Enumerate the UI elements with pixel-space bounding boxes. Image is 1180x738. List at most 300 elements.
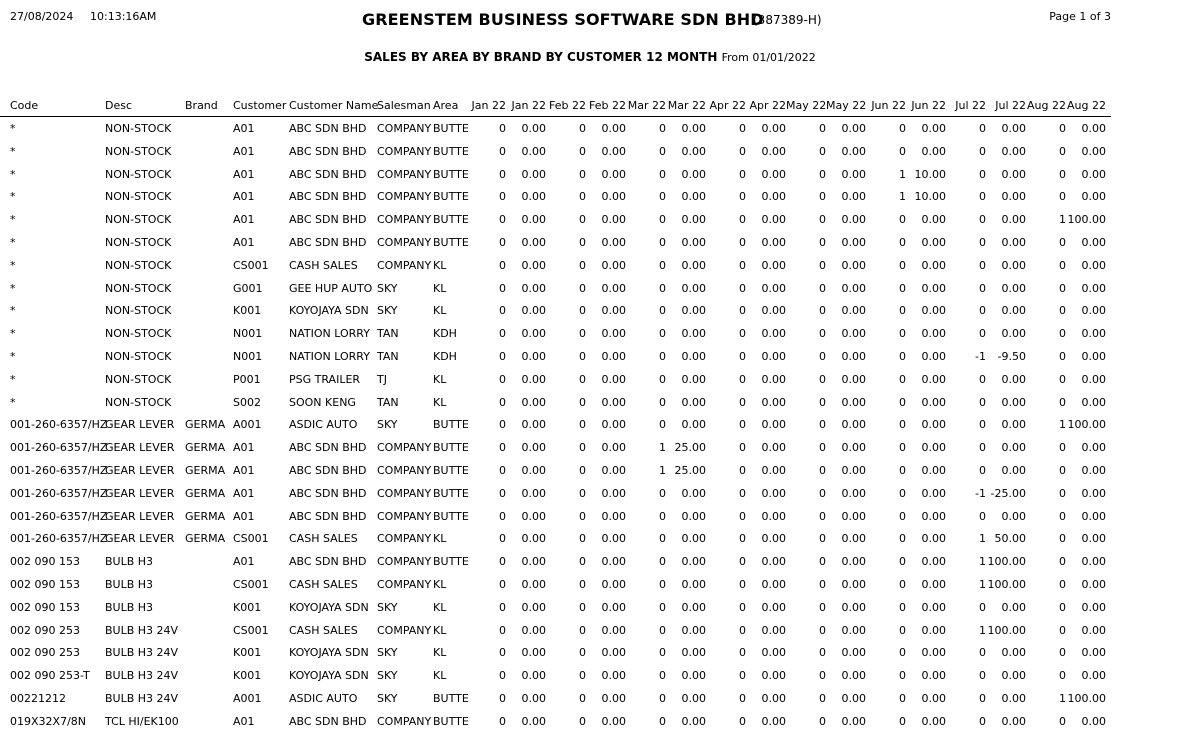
cell-qty: 1 <box>659 463 666 477</box>
cell-customer-name: ABC SDN BHD <box>289 486 367 500</box>
cell-salesman: TJ <box>377 372 387 386</box>
cell-qty: 0 <box>659 304 666 318</box>
cell-customer: A01 <box>233 144 255 158</box>
cell-desc: NON-STOCK <box>105 327 172 341</box>
cell-qty: 0 <box>499 213 506 227</box>
cell-code: * <box>10 258 16 272</box>
cell-qty: 0 <box>739 349 746 363</box>
print-date: 27/08/2024 <box>10 10 74 23</box>
cell-customer: CS001 <box>233 577 269 591</box>
cell-qty: 0 <box>819 646 826 660</box>
cell-amount: 0.00 <box>521 304 546 318</box>
cell-qty: 0 <box>499 190 506 204</box>
cell-qty: 0 <box>579 532 586 546</box>
cell-qty: 0 <box>579 714 586 728</box>
cell-qty: 0 <box>1059 304 1066 318</box>
cell-amount: 0.00 <box>1081 190 1106 204</box>
cell-qty: 0 <box>819 372 826 386</box>
col-header-desc: Desc <box>105 99 133 112</box>
cell-amount: 0.00 <box>1001 213 1026 227</box>
col-header-salesman: Salesman <box>377 99 431 112</box>
cell-code: * <box>10 144 16 158</box>
cell-qty: 0 <box>579 486 586 500</box>
cell-salesman: SKY <box>377 281 398 295</box>
cell-qty: 0 <box>899 463 906 477</box>
cell-customer: K001 <box>233 304 262 318</box>
cell-qty: 0 <box>739 532 746 546</box>
cell-qty: 0 <box>899 395 906 409</box>
cell-qty: 0 <box>659 577 666 591</box>
cell-customer: A01 <box>233 235 255 249</box>
cell-amount: 0.00 <box>761 577 786 591</box>
cell-qty: 0 <box>579 463 586 477</box>
cell-qty: 0 <box>1059 122 1066 135</box>
cell-amount: 0.00 <box>521 646 546 660</box>
cell-amount: 0.00 <box>601 577 626 591</box>
cell-qty: 0 <box>979 691 986 705</box>
table-row <box>0 505 1111 528</box>
cell-qty: 0 <box>499 144 506 158</box>
cell-amount: 0.00 <box>521 486 546 500</box>
cell-qty: 0 <box>819 691 826 705</box>
cell-customer: A01 <box>233 714 255 728</box>
cell-qty: 0 <box>979 190 986 204</box>
cell-customer: A01 <box>233 213 255 227</box>
cell-amount: 0.00 <box>681 600 706 614</box>
cell-brand: GERMA <box>185 441 226 455</box>
cell-qty: 0 <box>579 555 586 569</box>
cell-code: 002 090 153 <box>10 577 80 591</box>
cell-amount: 0.00 <box>761 600 786 614</box>
cell-customer-name: ABC SDN BHD <box>289 235 367 249</box>
cell-qty: 0 <box>979 144 986 158</box>
cell-customer: A01 <box>233 190 255 204</box>
cell-code: * <box>10 327 16 341</box>
cell-qty: 0 <box>739 577 746 591</box>
cell-amount: 0.00 <box>601 235 626 249</box>
cell-amount: -25.00 <box>990 486 1026 500</box>
cell-customer: A01 <box>233 486 255 500</box>
cell-amount: 0.00 <box>681 691 706 705</box>
col-header-month: Jun 22 <box>911 99 946 112</box>
cell-qty: 0 <box>979 213 986 227</box>
cell-amount: 0.00 <box>681 304 706 318</box>
cell-qty: 0 <box>819 327 826 341</box>
cell-qty: 0 <box>739 463 746 477</box>
cell-salesman: TAN <box>377 395 399 409</box>
cell-amount: 0.00 <box>841 190 866 204</box>
cell-salesman: SKY <box>377 600 398 614</box>
cell-qty: 0 <box>899 281 906 295</box>
cell-qty: 0 <box>819 532 826 546</box>
cell-code: * <box>10 281 16 295</box>
cell-amount: 0.00 <box>761 555 786 569</box>
cell-amount: 0.00 <box>761 122 786 135</box>
cell-qty: 0 <box>819 122 826 135</box>
cell-desc: BULB H3 24V <box>105 691 179 705</box>
cell-qty: 0 <box>739 669 746 683</box>
cell-qty: 0 <box>1059 600 1066 614</box>
cell-amount: 0.00 <box>601 555 626 569</box>
cell-salesman: COMPANY <box>377 122 432 135</box>
cell-customer: K001 <box>233 646 262 660</box>
cell-customer-name: ABC SDN BHD <box>289 122 367 135</box>
cell-salesman: COMPANY <box>377 532 432 546</box>
cell-salesman: COMPANY <box>377 555 432 569</box>
cell-qty: 0 <box>1059 486 1066 500</box>
cell-qty: 1 <box>899 190 906 204</box>
cell-qty: 0 <box>499 441 506 455</box>
cell-qty: 0 <box>1059 509 1066 523</box>
cell-amount: 0.00 <box>601 395 626 409</box>
cell-qty: 0 <box>499 646 506 660</box>
cell-customer-name: ABC SDN BHD <box>289 509 367 523</box>
cell-amount: 0.00 <box>681 555 706 569</box>
cell-amount: 0.00 <box>601 418 626 432</box>
cell-amount: 0.00 <box>841 577 866 591</box>
cell-qty: 0 <box>499 600 506 614</box>
cell-salesman: TAN <box>377 349 399 363</box>
cell-customer: N001 <box>233 349 263 363</box>
cell-qty: 0 <box>579 395 586 409</box>
cell-code: * <box>10 349 16 363</box>
cell-salesman: COMPANY <box>377 441 432 455</box>
cell-qty: 0 <box>819 167 826 181</box>
table-row <box>0 140 1111 163</box>
cell-desc: NON-STOCK <box>105 144 172 158</box>
cell-amount: 0.00 <box>521 122 546 135</box>
cell-amount: 0.00 <box>1001 669 1026 683</box>
table-row <box>0 299 1111 322</box>
cell-qty: 0 <box>819 304 826 318</box>
cell-desc: GEAR LEVER <box>105 463 175 477</box>
cell-customer-name: KOYOJAYA SDN <box>289 304 369 318</box>
cell-amount: 0.00 <box>841 235 866 249</box>
cell-code: 001-260-6357/HZ <box>10 509 108 523</box>
table-row <box>0 163 1111 186</box>
cell-amount: 0.00 <box>841 669 866 683</box>
cell-amount: 0.00 <box>681 122 706 135</box>
cell-qty: 0 <box>899 691 906 705</box>
cell-area: BUTTE <box>433 486 469 500</box>
cell-qty: 0 <box>739 714 746 728</box>
cell-amount: 0.00 <box>521 327 546 341</box>
cell-code: 00221212 <box>10 691 66 705</box>
cell-salesman: SKY <box>377 304 398 318</box>
col-header-customer-name: Customer Name <box>289 99 379 112</box>
cell-amount: 0.00 <box>1001 418 1026 432</box>
cell-qty: 0 <box>499 532 506 546</box>
cell-amount: 0.00 <box>841 122 866 135</box>
cell-amount: 0.00 <box>841 532 866 546</box>
cell-customer-name: NATION LORRY <box>289 349 370 363</box>
col-header-month: Jul 22 <box>955 99 986 112</box>
cell-qty: 0 <box>1059 167 1066 181</box>
cell-amount: 0.00 <box>841 486 866 500</box>
cell-amount: 0.00 <box>1081 372 1106 386</box>
cell-amount: 0.00 <box>761 349 786 363</box>
cell-desc: NON-STOCK <box>105 190 172 204</box>
cell-qty: 1 <box>1059 691 1066 705</box>
cell-amount: 0.00 <box>761 714 786 728</box>
cell-qty: 0 <box>899 669 906 683</box>
cell-qty: 0 <box>979 463 986 477</box>
cell-qty: 0 <box>899 441 906 455</box>
cell-qty: 0 <box>979 669 986 683</box>
cell-qty: 0 <box>739 646 746 660</box>
cell-amount: 0.00 <box>921 623 946 637</box>
cell-qty: 0 <box>579 281 586 295</box>
cell-amount: 0.00 <box>1001 327 1026 341</box>
cell-qty: 0 <box>1059 235 1066 249</box>
cell-amount: 0.00 <box>521 144 546 158</box>
cell-code: * <box>10 395 16 409</box>
cell-amount: 0.00 <box>1001 646 1026 660</box>
cell-amount: 0.00 <box>921 281 946 295</box>
cell-amount: 0.00 <box>521 577 546 591</box>
cell-area: KL <box>433 304 447 318</box>
cell-desc: GEAR LEVER <box>105 486 175 500</box>
cell-qty: 0 <box>979 235 986 249</box>
cell-amount: 0.00 <box>1081 167 1106 181</box>
table-row <box>0 231 1111 254</box>
cell-amount: 0.00 <box>601 714 626 728</box>
cell-qty: 0 <box>659 600 666 614</box>
cell-qty: 0 <box>899 623 906 637</box>
cell-amount: 0.00 <box>761 509 786 523</box>
cell-qty: 0 <box>819 623 826 637</box>
cell-desc: GEAR LEVER <box>105 418 175 432</box>
cell-qty: 0 <box>579 372 586 386</box>
cell-qty: 0 <box>579 600 586 614</box>
cell-amount: 0.00 <box>601 144 626 158</box>
cell-area: KDH <box>433 349 457 363</box>
cell-amount: 0.00 <box>921 144 946 158</box>
cell-amount: 0.00 <box>841 395 866 409</box>
cell-qty: 0 <box>499 555 506 569</box>
cell-qty: 0 <box>819 600 826 614</box>
cell-amount: 0.00 <box>1081 623 1106 637</box>
cell-area: KL <box>433 258 447 272</box>
cell-amount: 0.00 <box>761 623 786 637</box>
col-header-month: Jun 22 <box>871 99 906 112</box>
cell-qty: 0 <box>739 623 746 637</box>
cell-amount: 10.00 <box>914 167 946 181</box>
cell-customer: A01 <box>233 555 255 569</box>
cell-amount: 0.00 <box>841 372 866 386</box>
cell-qty: 0 <box>739 327 746 341</box>
cell-qty: 0 <box>579 327 586 341</box>
cell-amount: 0.00 <box>1001 281 1026 295</box>
cell-amount: 0.00 <box>681 258 706 272</box>
cell-amount: 0.00 <box>921 577 946 591</box>
cell-qty: 0 <box>899 213 906 227</box>
cell-salesman: COMPANY <box>377 463 432 477</box>
cell-customer-name: KOYOJAYA SDN <box>289 669 369 683</box>
cell-amount: 0.00 <box>761 258 786 272</box>
cell-amount: 0.00 <box>601 122 626 135</box>
cell-code: * <box>10 122 16 135</box>
cell-qty: 0 <box>819 349 826 363</box>
cell-area: BUTTE <box>433 144 469 158</box>
table-row <box>0 641 1111 664</box>
table-row <box>0 619 1111 642</box>
cell-amount: 0.00 <box>1081 577 1106 591</box>
cell-qty: 0 <box>739 600 746 614</box>
cell-customer-name: CASH SALES <box>289 623 358 637</box>
cell-desc: BULB H3 24V <box>105 669 179 683</box>
cell-desc: BULB H3 24V <box>105 646 179 660</box>
cell-amount: 0.00 <box>521 167 546 181</box>
cell-amount: 0.00 <box>921 213 946 227</box>
cell-customer: K001 <box>233 669 262 683</box>
cell-amount: 0.00 <box>841 258 866 272</box>
cell-amount: 0.00 <box>1001 600 1026 614</box>
cell-desc: NON-STOCK <box>105 235 172 249</box>
cell-qty: 0 <box>979 122 986 135</box>
cell-qty: 0 <box>739 509 746 523</box>
cell-amount: 0.00 <box>601 691 626 705</box>
cell-customer: A001 <box>233 691 262 705</box>
cell-customer-name: SOON KENG <box>289 395 356 409</box>
cell-area: BUTTE <box>433 441 469 455</box>
cell-qty: 0 <box>499 486 506 500</box>
cell-qty: 0 <box>899 555 906 569</box>
cell-area: KL <box>433 646 447 660</box>
cell-amount: 0.00 <box>841 441 866 455</box>
cell-qty: 0 <box>659 235 666 249</box>
cell-qty: 0 <box>899 144 906 158</box>
cell-qty: 0 <box>819 281 826 295</box>
cell-qty: 0 <box>499 327 506 341</box>
cell-qty: 0 <box>1059 646 1066 660</box>
cell-amount: 0.00 <box>681 509 706 523</box>
cell-amount: 0.00 <box>601 304 626 318</box>
cell-qty: 0 <box>1059 281 1066 295</box>
cell-amount: 0.00 <box>761 669 786 683</box>
col-header-month: May 22 <box>826 99 867 112</box>
cell-qty: 0 <box>979 418 986 432</box>
cell-qty: 0 <box>499 509 506 523</box>
cell-amount: 0.00 <box>841 691 866 705</box>
cell-qty: 0 <box>579 623 586 637</box>
cell-area: BUTTE <box>433 418 469 432</box>
cell-amount: 0.00 <box>921 258 946 272</box>
print-time: 10:13:16AM <box>90 10 157 23</box>
cell-area: KL <box>433 281 447 295</box>
cell-amount: 0.00 <box>1081 532 1106 546</box>
cell-amount: 0.00 <box>601 600 626 614</box>
cell-amount: 0.00 <box>601 281 626 295</box>
cell-code: * <box>10 235 16 249</box>
cell-qty: 0 <box>819 555 826 569</box>
cell-code: * <box>10 190 16 204</box>
cell-qty: 0 <box>739 486 746 500</box>
cell-qty: 1 <box>979 532 986 546</box>
cell-qty: 1 <box>899 167 906 181</box>
cell-amount: 0.00 <box>1081 441 1106 455</box>
cell-amount: 0.00 <box>521 691 546 705</box>
cell-qty: 1 <box>979 623 986 637</box>
cell-amount: 0.00 <box>681 669 706 683</box>
cell-qty: 0 <box>979 304 986 318</box>
cell-amount: 0.00 <box>1001 372 1026 386</box>
cell-salesman: COMPANY <box>377 509 432 523</box>
cell-amount: 0.00 <box>681 213 706 227</box>
cell-area: KL <box>433 669 447 683</box>
table-body <box>0 117 1111 733</box>
cell-amount: 0.00 <box>1081 486 1106 500</box>
cell-amount: 0.00 <box>1081 714 1106 728</box>
cell-qty: 0 <box>899 532 906 546</box>
cell-qty: 0 <box>1059 190 1066 204</box>
cell-area: KDH <box>433 327 457 341</box>
cell-qty: 1 <box>979 577 986 591</box>
cell-code: 002 090 253 <box>10 646 80 660</box>
cell-amount: 0.00 <box>1001 190 1026 204</box>
cell-code: 001-260-6357/HZ <box>10 418 108 432</box>
cell-qty: -1 <box>975 486 986 500</box>
cell-desc: GEAR LEVER <box>105 441 175 455</box>
cell-qty: 0 <box>899 304 906 318</box>
cell-qty: 0 <box>499 691 506 705</box>
cell-desc: BULB H3 24V <box>105 623 179 637</box>
cell-qty: 0 <box>739 441 746 455</box>
cell-desc: NON-STOCK <box>105 167 172 181</box>
cell-qty: 0 <box>899 372 906 386</box>
cell-amount: 0.00 <box>841 623 866 637</box>
cell-desc: NON-STOCK <box>105 122 172 135</box>
cell-salesman: COMPANY <box>377 714 432 728</box>
cell-amount: 0.00 <box>601 486 626 500</box>
cell-salesman: COMPANY <box>377 486 432 500</box>
cell-qty: 0 <box>819 258 826 272</box>
cell-code: 001-260-6357/HZ <box>10 486 108 500</box>
cell-qty: 0 <box>899 577 906 591</box>
cell-desc: NON-STOCK <box>105 281 172 295</box>
cell-area: KL <box>433 532 447 546</box>
cell-amount: 0.00 <box>601 167 626 181</box>
cell-qty: 0 <box>979 167 986 181</box>
cell-code: 002 090 153 <box>10 555 80 569</box>
cell-amount: 0.00 <box>761 190 786 204</box>
cell-qty: 0 <box>579 144 586 158</box>
col-header-month: Jan 22 <box>471 99 506 112</box>
table-row <box>0 687 1111 710</box>
cell-qty: 0 <box>499 304 506 318</box>
cell-qty: 0 <box>739 213 746 227</box>
cell-salesman: COMPANY <box>377 235 432 249</box>
cell-amount: 0.00 <box>521 258 546 272</box>
cell-amount: 0.00 <box>681 190 706 204</box>
cell-qty: 0 <box>979 600 986 614</box>
cell-qty: 0 <box>739 122 746 135</box>
table-row <box>0 710 1111 733</box>
cell-amount: 0.00 <box>681 646 706 660</box>
cell-customer-name: ABC SDN BHD <box>289 463 367 477</box>
cell-qty: 0 <box>739 258 746 272</box>
cell-qty: 0 <box>659 418 666 432</box>
table-row <box>0 391 1111 414</box>
cell-amount: 0.00 <box>681 372 706 386</box>
cell-qty: 0 <box>1059 349 1066 363</box>
cell-qty: 0 <box>819 441 826 455</box>
cell-area: BUTTE <box>433 213 469 227</box>
cell-qty: 0 <box>579 418 586 432</box>
cell-amount: 0.00 <box>681 486 706 500</box>
cell-amount: 0.00 <box>521 190 546 204</box>
cell-amount: 0.00 <box>761 213 786 227</box>
